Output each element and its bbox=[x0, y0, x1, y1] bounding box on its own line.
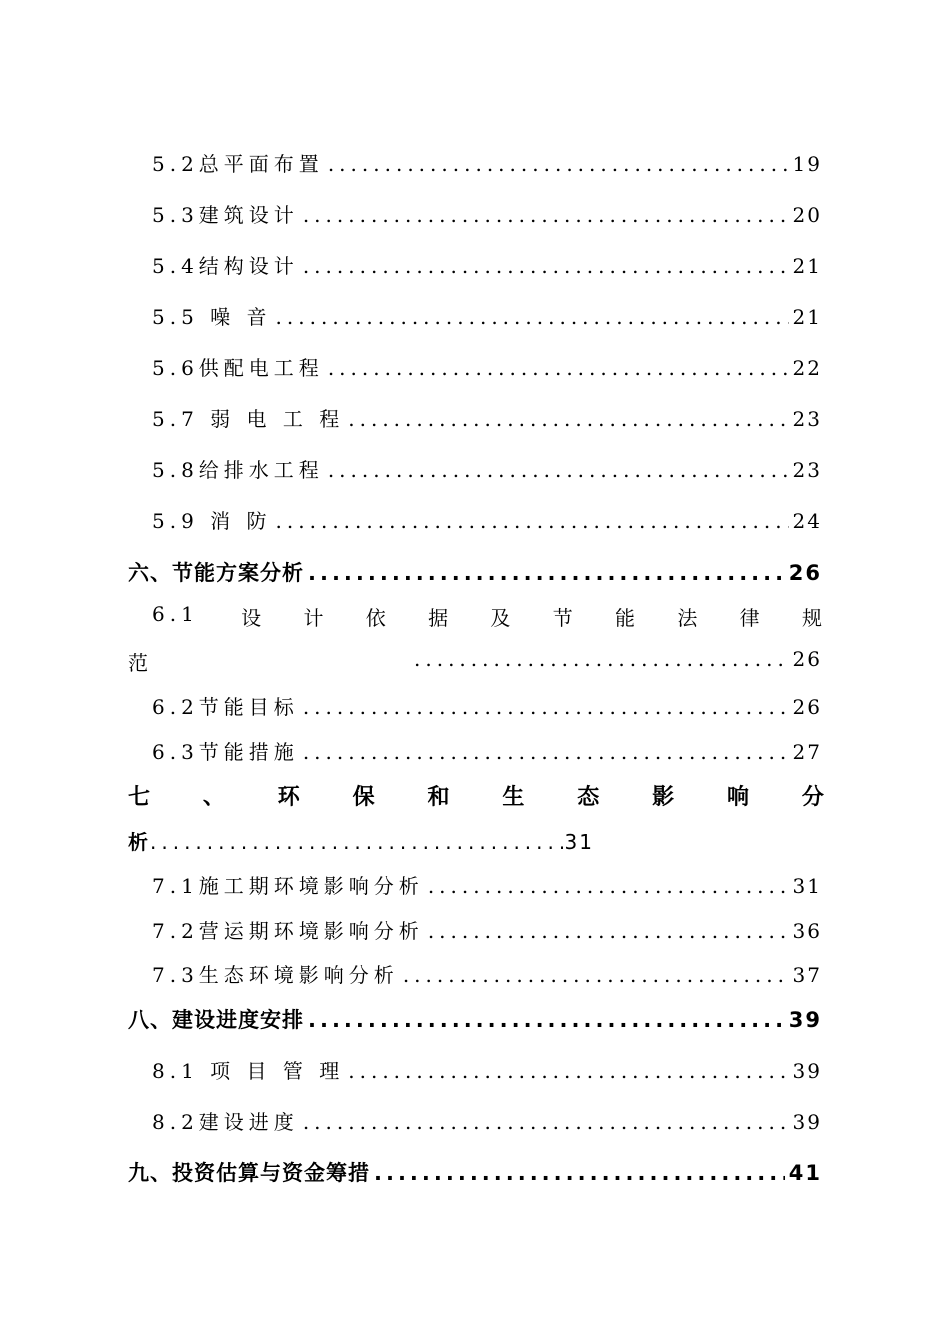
toc-section[interactable] bbox=[128, 557, 822, 587]
toc-entry[interactable] bbox=[152, 403, 822, 432]
toc-entry-char: 据 bbox=[428, 606, 449, 630]
toc-leader bbox=[428, 874, 789, 898]
toc-page-number: 31 bbox=[564, 830, 594, 854]
toc-entry[interactable] bbox=[152, 959, 822, 988]
toc-page-number: 23 bbox=[792, 458, 822, 482]
toc-entry-number: 6.1 bbox=[152, 602, 199, 626]
toc-section-char: 七 bbox=[128, 785, 151, 810]
toc-entry-label: 5.6供配电工程 bbox=[152, 356, 324, 380]
toc-leader bbox=[308, 1008, 785, 1032]
toc-entry-label: 5.4结构设计 bbox=[152, 254, 299, 278]
toc-entry[interactable] bbox=[152, 301, 822, 330]
toc-leader bbox=[348, 407, 788, 431]
toc-section-label: 六、节能方案分析 bbox=[128, 561, 304, 585]
toc-leader bbox=[303, 203, 789, 227]
toc-page-number: 36 bbox=[792, 919, 822, 943]
toc-leader bbox=[308, 561, 785, 585]
toc-leader bbox=[348, 1059, 788, 1083]
toc-section-label: 八、建设进度安排 bbox=[128, 1008, 304, 1032]
toc-page-number: 31 bbox=[792, 874, 822, 898]
toc-entry-char: 法 bbox=[677, 606, 698, 630]
toc-entry[interactable] bbox=[152, 250, 822, 279]
toc-entry-label: 6.3节能措施 bbox=[152, 740, 299, 764]
toc-leader bbox=[328, 458, 789, 482]
toc-entry-label: 7.1施工期环境影响分析 bbox=[152, 874, 424, 898]
toc-entry[interactable] bbox=[152, 199, 822, 228]
toc-entry-label: 8.1 项 目 管 理 bbox=[152, 1059, 345, 1083]
toc-section-char: 环 bbox=[277, 785, 300, 810]
toc-entry[interactable] bbox=[152, 736, 822, 765]
toc-leader bbox=[328, 152, 789, 176]
toc-page-number: 19 bbox=[792, 152, 822, 176]
toc-leader bbox=[303, 1110, 789, 1134]
toc-entry-leader-row[interactable] bbox=[414, 647, 822, 671]
toc-leader bbox=[428, 919, 789, 943]
toc-section-char: 响 bbox=[727, 785, 750, 810]
toc-entry-label: 6.2节能目标 bbox=[152, 695, 299, 719]
toc-entry-label: 7.2营运期环境影响分析 bbox=[152, 919, 424, 943]
toc-entry[interactable] bbox=[152, 148, 822, 177]
toc-page-number: 24 bbox=[792, 509, 822, 533]
toc-page-number: 39 bbox=[792, 1059, 822, 1083]
toc-entry-justified[interactable] bbox=[152, 602, 822, 631]
toc-section-char: 生 bbox=[502, 785, 525, 810]
toc-entry-label: 7.3生态环境影响分析 bbox=[152, 963, 399, 987]
toc-page-number: 23 bbox=[792, 407, 822, 431]
toc-entry-char: 律 bbox=[739, 606, 760, 630]
toc-section-char: 析 bbox=[128, 830, 148, 854]
toc-entry-label: 5.7 弱 电 工 程 bbox=[152, 407, 345, 431]
toc-section[interactable] bbox=[128, 1157, 822, 1187]
toc-entry-label: 5.9 消 防 bbox=[152, 509, 272, 533]
toc-entry[interactable] bbox=[152, 352, 822, 381]
toc-entry-label: 8.2建设进度 bbox=[152, 1110, 299, 1134]
toc-leader bbox=[303, 740, 789, 764]
toc-page-number: 22 bbox=[792, 356, 822, 380]
toc-page-number: 20 bbox=[792, 203, 822, 227]
toc-entry-char: 设 bbox=[241, 606, 262, 630]
toc-page-number: 41 bbox=[788, 1161, 822, 1185]
toc-section-char: 、 bbox=[202, 785, 225, 810]
toc-entry-char: 及 bbox=[490, 606, 511, 630]
toc-leader bbox=[374, 1161, 785, 1185]
toc-leader bbox=[276, 509, 789, 533]
toc-entry[interactable] bbox=[152, 1055, 822, 1084]
toc-section-char: 影 bbox=[652, 785, 675, 810]
toc-section-char: 和 bbox=[427, 785, 450, 810]
toc-section[interactable] bbox=[128, 1004, 822, 1034]
toc-section-continuation[interactable] bbox=[128, 826, 594, 855]
toc-entry-label: 5.3建筑设计 bbox=[152, 203, 299, 227]
toc-page-number: 39 bbox=[788, 1008, 822, 1032]
toc-entry[interactable] bbox=[152, 1106, 822, 1135]
toc-entry-char: 能 bbox=[615, 606, 635, 630]
toc-entry[interactable] bbox=[152, 454, 822, 483]
toc-entry-char: 范 bbox=[128, 651, 148, 675]
toc-section-char: 保 bbox=[352, 785, 375, 810]
toc-section-label: 九、投资估算与资金筹措 bbox=[128, 1161, 370, 1185]
toc-page-number: 39 bbox=[792, 1110, 822, 1134]
toc-entry[interactable] bbox=[152, 870, 822, 899]
toc-leader bbox=[414, 647, 789, 671]
toc-leader bbox=[276, 305, 789, 329]
toc-entry-char: 计 bbox=[303, 606, 324, 630]
toc-page-number: 21 bbox=[792, 254, 822, 278]
toc-page-number: 37 bbox=[792, 963, 822, 987]
toc-entry-label: 5.5 噪 音 bbox=[152, 305, 272, 329]
toc-leader bbox=[303, 695, 789, 719]
toc-entry-label: 5.2总平面布置 bbox=[152, 152, 324, 176]
toc-entry-char: 依 bbox=[365, 606, 386, 630]
toc-page-number: 27 bbox=[792, 740, 822, 764]
toc-leader bbox=[150, 830, 563, 854]
toc-section-char: 分 bbox=[801, 785, 824, 810]
toc-section-justified[interactable] bbox=[128, 780, 824, 811]
toc-entry-char: 规 bbox=[801, 606, 822, 630]
toc-page-number: 21 bbox=[792, 305, 822, 329]
toc-leader bbox=[303, 254, 789, 278]
toc-page-number: 26 bbox=[788, 561, 822, 585]
toc-entry[interactable] bbox=[152, 691, 822, 720]
toc-section-char: 态 bbox=[577, 785, 600, 810]
toc-leader bbox=[328, 356, 789, 380]
toc-entry-continuation bbox=[128, 647, 288, 676]
toc-leader bbox=[403, 963, 789, 987]
toc-entry-char: 节 bbox=[552, 606, 573, 630]
toc-entry[interactable] bbox=[152, 915, 822, 944]
toc-page-number: 26 bbox=[792, 647, 822, 671]
toc-entry[interactable] bbox=[152, 505, 822, 534]
toc-page-number: 26 bbox=[792, 695, 822, 719]
toc-entry-label: 5.8给排水工程 bbox=[152, 458, 324, 482]
